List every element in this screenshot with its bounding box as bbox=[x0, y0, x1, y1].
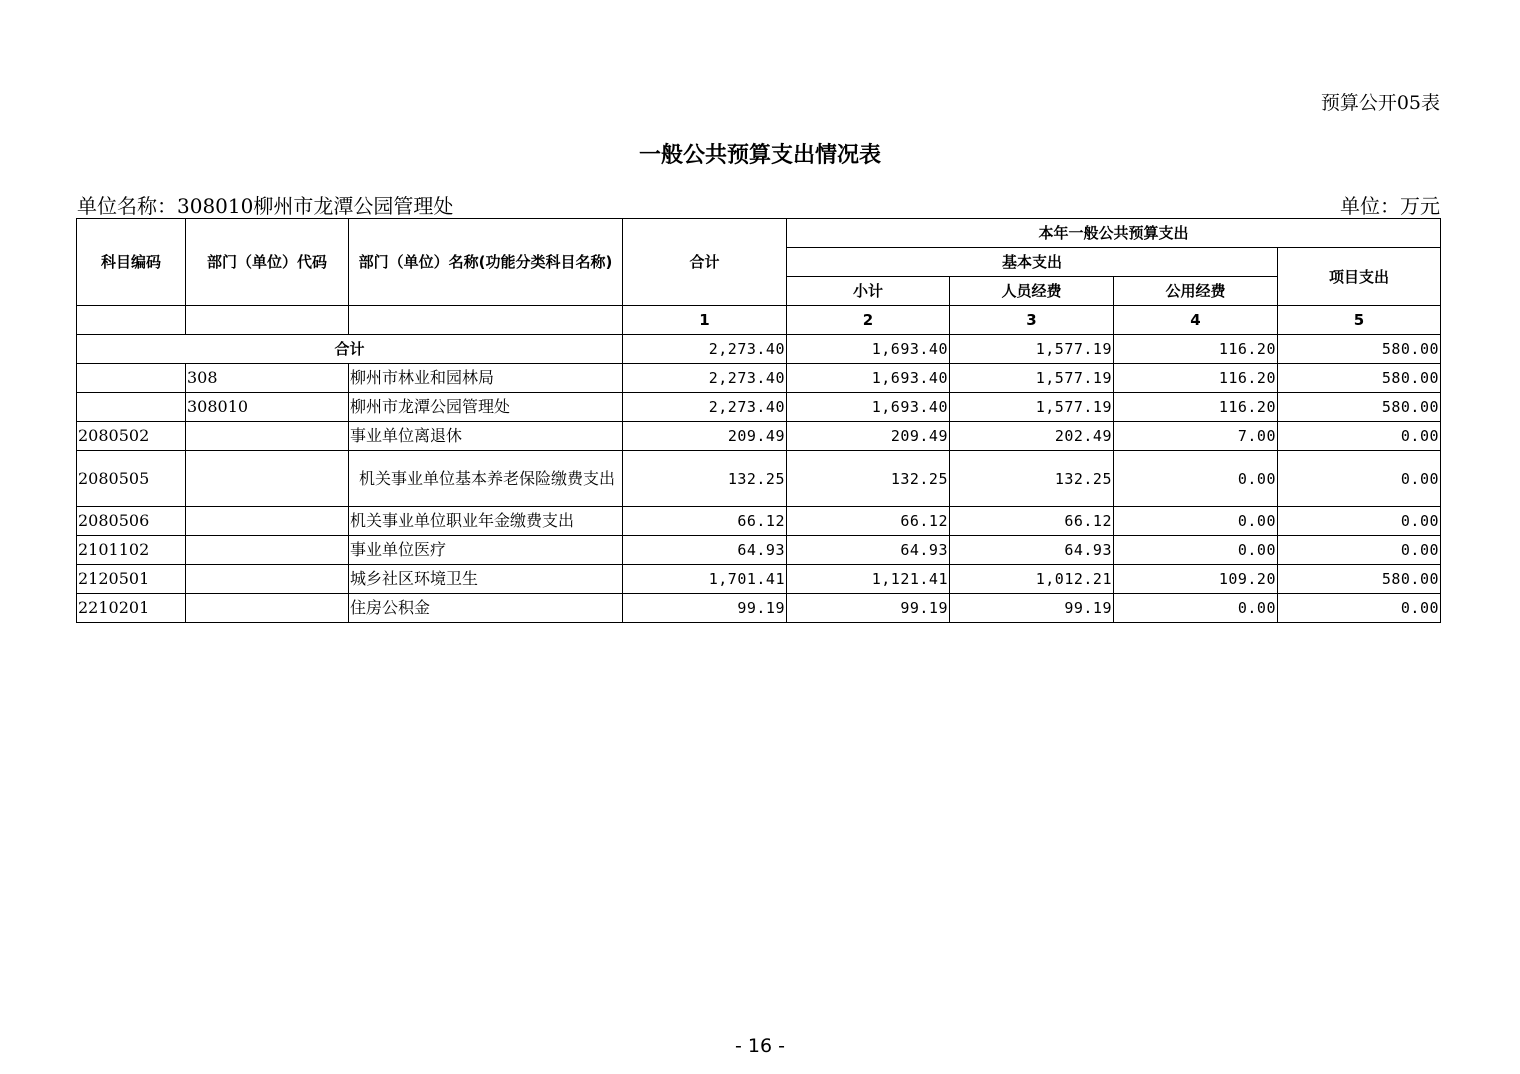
total-cell: 99.19 bbox=[623, 594, 787, 623]
code-cell: 2101102 bbox=[77, 536, 186, 565]
total-cell: 2,273.40 bbox=[623, 335, 787, 364]
code-cell bbox=[77, 393, 186, 422]
total-cell: 2,273.40 bbox=[623, 393, 787, 422]
project-cell: 580.00 bbox=[1278, 335, 1441, 364]
public-cell: 7.00 bbox=[1114, 422, 1278, 451]
project-cell: 0.00 bbox=[1278, 507, 1441, 536]
dept-code-cell bbox=[186, 422, 349, 451]
table-row bbox=[77, 536, 1441, 565]
subtotal-cell: 66.12 bbox=[787, 507, 950, 536]
col-header-dept-code: 部门（单位）代码 bbox=[186, 219, 349, 306]
col-header-total: 合计 bbox=[623, 219, 787, 306]
project-cell: 580.00 bbox=[1278, 565, 1441, 594]
page-title: 一般公共预算支出情况表 bbox=[638, 143, 881, 168]
public-cell: 0.00 bbox=[1114, 451, 1278, 507]
table-row bbox=[77, 507, 1441, 536]
name-cell: 柳州市龙潭公园管理处 bbox=[349, 393, 623, 422]
col-number-project: 5 bbox=[1278, 306, 1441, 335]
table-row bbox=[77, 422, 1441, 451]
col-number-subtotal: 2 bbox=[787, 306, 950, 335]
subtotal-cell: 209.49 bbox=[787, 422, 950, 451]
public-cell: 109.20 bbox=[1114, 565, 1278, 594]
total-label: 合计 bbox=[77, 335, 623, 364]
project-cell: 580.00 bbox=[1278, 393, 1441, 422]
total-row bbox=[77, 335, 1441, 364]
personnel-cell: 1,577.19 bbox=[950, 393, 1114, 422]
col-number-public: 4 bbox=[1114, 306, 1278, 335]
col-blank bbox=[186, 306, 349, 335]
unit-name: 单位名称：308010柳州市龙潭公园管理处 bbox=[77, 194, 454, 218]
code-cell: 2080502 bbox=[77, 422, 186, 451]
personnel-cell: 1,577.19 bbox=[950, 364, 1114, 393]
budget-table bbox=[76, 218, 1441, 623]
personnel-cell: 202.49 bbox=[950, 422, 1114, 451]
personnel-cell: 64.93 bbox=[950, 536, 1114, 565]
total-cell: 2,273.40 bbox=[623, 364, 787, 393]
code-cell: 2210201 bbox=[77, 594, 186, 623]
dept-code-cell: 308010 bbox=[186, 393, 349, 422]
total-cell: 132.25 bbox=[623, 451, 787, 507]
total-cell: 1,701.41 bbox=[623, 565, 787, 594]
name-cell: 住房公积金 bbox=[349, 594, 623, 623]
table-row bbox=[77, 393, 1441, 422]
project-cell: 580.00 bbox=[1278, 364, 1441, 393]
dept-code-cell bbox=[186, 594, 349, 623]
total-cell: 64.93 bbox=[623, 536, 787, 565]
personnel-cell: 66.12 bbox=[950, 507, 1114, 536]
col-header-personnel: 人员经费 bbox=[950, 277, 1114, 306]
dept-code-cell bbox=[186, 451, 349, 507]
code-cell bbox=[77, 364, 186, 393]
currency-unit: 单位：万元 bbox=[1340, 194, 1440, 218]
name-cell: 柳州市林业和园林局 bbox=[349, 364, 623, 393]
personnel-cell: 1,577.19 bbox=[950, 335, 1114, 364]
public-cell: 116.20 bbox=[1114, 335, 1278, 364]
col-blank bbox=[349, 306, 623, 335]
subtotal-cell: 64.93 bbox=[787, 536, 950, 565]
page-number: - 16 - bbox=[735, 1035, 785, 1057]
subtotal-cell: 1,693.40 bbox=[787, 393, 950, 422]
project-cell: 0.00 bbox=[1278, 536, 1441, 565]
col-number-total: 1 bbox=[623, 306, 787, 335]
subtotal-cell: 132.25 bbox=[787, 451, 950, 507]
col-blank bbox=[77, 306, 186, 335]
dept-code-cell bbox=[186, 507, 349, 536]
subtotal-cell: 1,121.41 bbox=[787, 565, 950, 594]
table-row bbox=[77, 451, 1441, 507]
table-number: 预算公开05表 bbox=[1320, 92, 1440, 114]
public-cell: 116.20 bbox=[1114, 393, 1278, 422]
table-row bbox=[77, 565, 1441, 594]
name-cell: 机关事业单位基本养老保险缴费支出 bbox=[349, 451, 623, 507]
code-cell: 2080505 bbox=[77, 451, 186, 507]
col-header-project: 项目支出 bbox=[1278, 248, 1441, 306]
dept-code-cell: 308 bbox=[186, 364, 349, 393]
col-header-subtotal: 小计 bbox=[787, 277, 950, 306]
personnel-cell: 1,012.21 bbox=[950, 565, 1114, 594]
public-cell: 0.00 bbox=[1114, 536, 1278, 565]
project-cell: 0.00 bbox=[1278, 594, 1441, 623]
total-cell: 209.49 bbox=[623, 422, 787, 451]
table-row bbox=[77, 594, 1441, 623]
table-row bbox=[77, 364, 1441, 393]
project-cell: 0.00 bbox=[1278, 451, 1441, 507]
personnel-cell: 132.25 bbox=[950, 451, 1114, 507]
dept-code-cell bbox=[186, 565, 349, 594]
subtotal-cell: 1,693.40 bbox=[787, 364, 950, 393]
subtotal-cell: 1,693.40 bbox=[787, 335, 950, 364]
col-number-personnel: 3 bbox=[950, 306, 1114, 335]
col-header-name: 部门（单位）名称(功能分类科目名称) bbox=[349, 219, 623, 306]
name-cell: 城乡社区环境卫生 bbox=[349, 565, 623, 594]
code-cell: 2120501 bbox=[77, 565, 186, 594]
public-cell: 0.00 bbox=[1114, 507, 1278, 536]
col-header-basic: 基本支出 bbox=[787, 248, 1278, 277]
total-cell: 66.12 bbox=[623, 507, 787, 536]
name-cell: 机关事业单位职业年金缴费支出 bbox=[349, 507, 623, 536]
name-cell: 事业单位医疗 bbox=[349, 536, 623, 565]
personnel-cell: 99.19 bbox=[950, 594, 1114, 623]
dept-code-cell bbox=[186, 536, 349, 565]
public-cell: 116.20 bbox=[1114, 364, 1278, 393]
subtotal-cell: 99.19 bbox=[787, 594, 950, 623]
project-cell: 0.00 bbox=[1278, 422, 1441, 451]
col-header-public: 公用经费 bbox=[1114, 277, 1278, 306]
name-cell: 事业单位离退休 bbox=[349, 422, 623, 451]
col-header-code: 科目编码 bbox=[77, 219, 186, 306]
public-cell: 0.00 bbox=[1114, 594, 1278, 623]
col-header-current-year: 本年一般公共预算支出 bbox=[787, 219, 1441, 248]
code-cell: 2080506 bbox=[77, 507, 186, 536]
